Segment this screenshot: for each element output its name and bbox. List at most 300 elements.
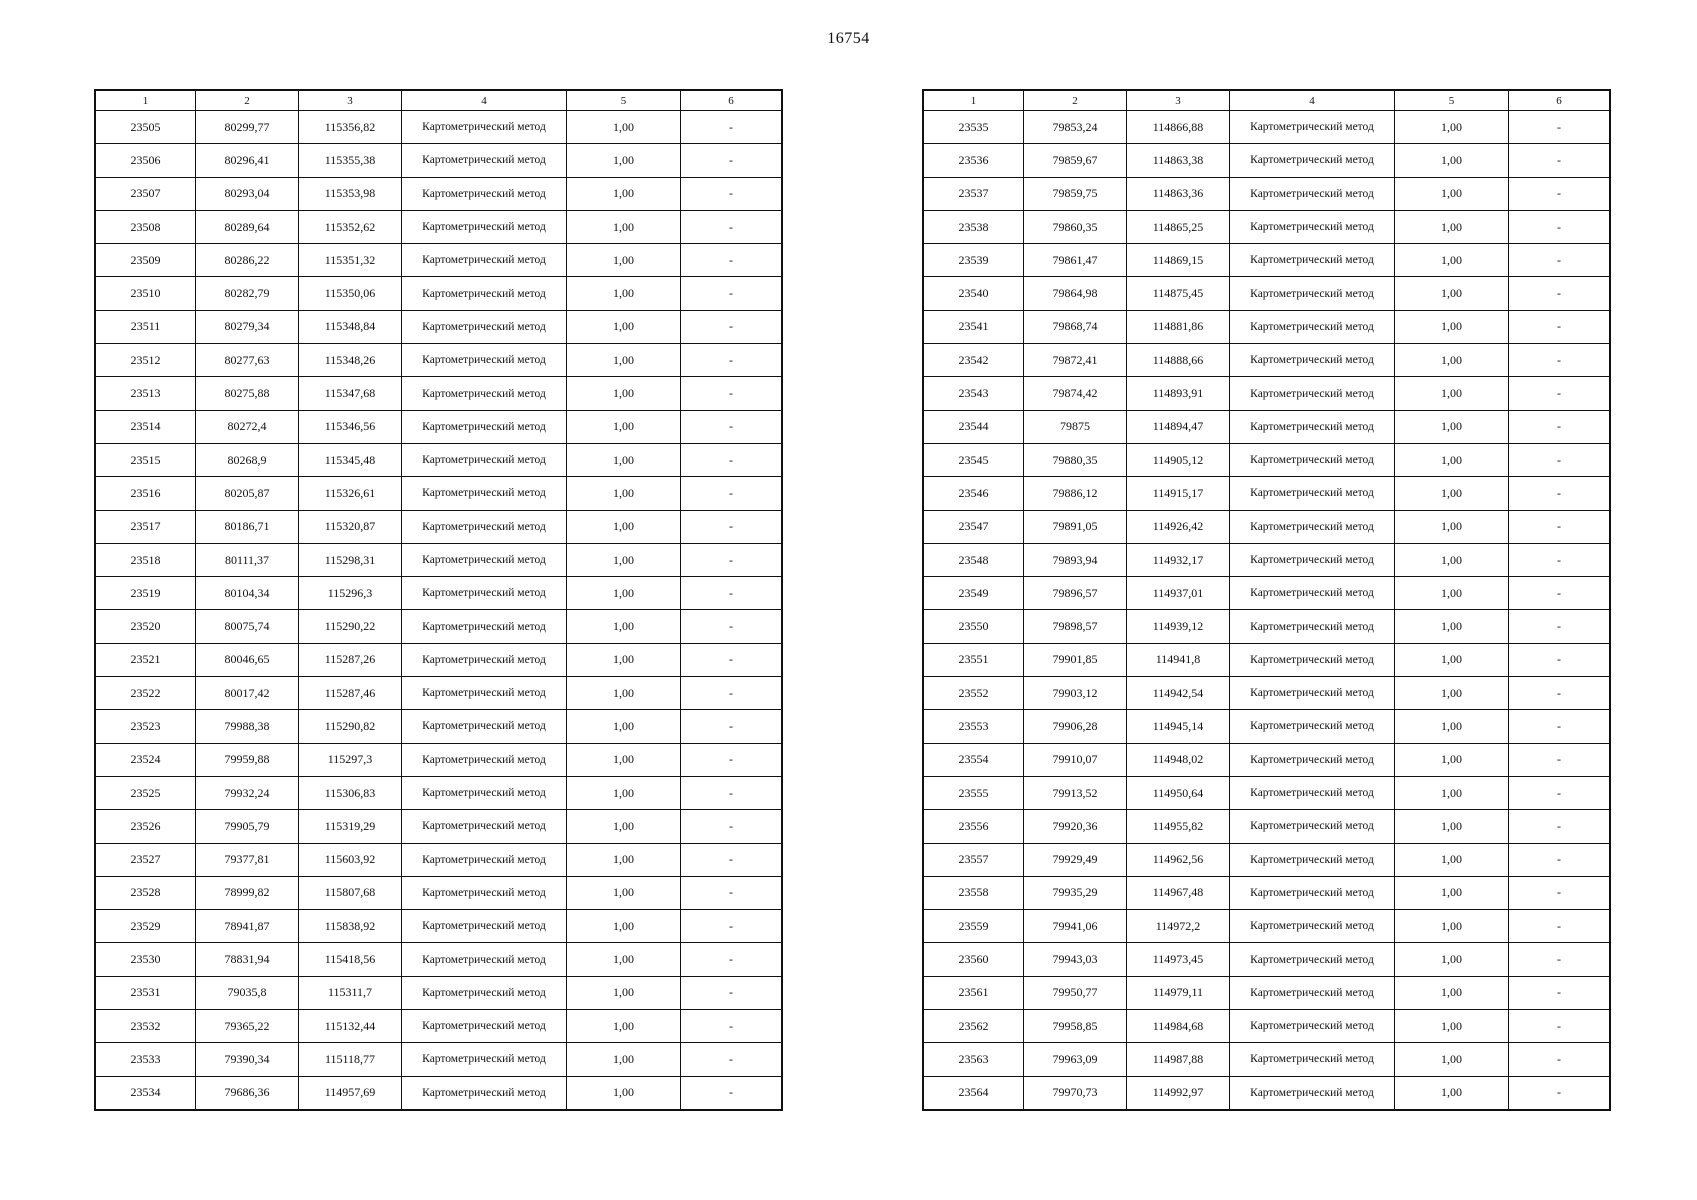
method-cell: Картометрический метод xyxy=(402,876,567,909)
method-cell: Картометрический метод xyxy=(1230,610,1395,643)
table-row xyxy=(96,910,782,943)
x-coordinate-cell: 79891,05 xyxy=(1024,510,1127,543)
x-coordinate-cell: 78941,87 xyxy=(196,910,299,943)
point-number-cell: 23550 xyxy=(924,610,1024,643)
x-coordinate-cell: 79950,77 xyxy=(1024,976,1127,1009)
accuracy-cell: 1,00 xyxy=(567,810,681,843)
method-cell: Картометрический метод xyxy=(1230,1043,1395,1076)
point-number-cell: 23562 xyxy=(924,1010,1024,1043)
method-cell: Картометрический метод xyxy=(402,177,567,210)
point-number-cell: 23515 xyxy=(96,443,196,476)
table-row xyxy=(924,410,1610,443)
right-coordinates-table xyxy=(923,90,1610,1110)
column-header: 1 xyxy=(96,91,196,111)
point-number-cell: 23536 xyxy=(924,144,1024,177)
x-coordinate-cell: 79861,47 xyxy=(1024,244,1127,277)
y-coordinate-cell: 115350,06 xyxy=(299,277,402,310)
note-cell: - xyxy=(681,577,782,610)
method-cell: Картометрический метод xyxy=(402,377,567,410)
x-coordinate-cell: 79864,98 xyxy=(1024,277,1127,310)
note-cell: - xyxy=(1509,344,1610,377)
table-row xyxy=(96,610,782,643)
table-row xyxy=(924,510,1610,543)
table-row xyxy=(96,410,782,443)
point-number-cell: 23529 xyxy=(96,910,196,943)
accuracy-cell: 1,00 xyxy=(1395,244,1509,277)
accuracy-cell: 1,00 xyxy=(1395,443,1509,476)
y-coordinate-cell: 115353,98 xyxy=(299,177,402,210)
method-cell: Картометрический метод xyxy=(402,477,567,510)
y-coordinate-cell: 114941,8 xyxy=(1127,643,1230,676)
y-coordinate-cell: 114869,15 xyxy=(1127,244,1230,277)
point-number-cell: 23555 xyxy=(924,776,1024,809)
method-cell: Картометрический метод xyxy=(402,710,567,743)
x-coordinate-cell: 79901,85 xyxy=(1024,643,1127,676)
table-row xyxy=(96,876,782,909)
note-cell: - xyxy=(1509,510,1610,543)
method-cell: Картометрический метод xyxy=(1230,477,1395,510)
table-row xyxy=(96,210,782,243)
note-cell: - xyxy=(1509,543,1610,576)
y-coordinate-cell: 115290,82 xyxy=(299,710,402,743)
table-row xyxy=(924,743,1610,776)
method-cell: Картометрический метод xyxy=(402,776,567,809)
x-coordinate-cell: 79875 xyxy=(1024,410,1127,443)
x-coordinate-cell: 79365,22 xyxy=(196,1010,299,1043)
point-number-cell: 23505 xyxy=(96,111,196,144)
table-row xyxy=(96,377,782,410)
method-cell: Картометрический метод xyxy=(402,1043,567,1076)
y-coordinate-cell: 114875,45 xyxy=(1127,277,1230,310)
method-cell: Картометрический метод xyxy=(1230,710,1395,743)
method-cell: Картометрический метод xyxy=(402,111,567,144)
x-coordinate-cell: 79959,88 xyxy=(196,743,299,776)
table-row xyxy=(924,643,1610,676)
x-coordinate-cell: 79390,34 xyxy=(196,1043,299,1076)
y-coordinate-cell: 115346,56 xyxy=(299,410,402,443)
method-cell: Картометрический метод xyxy=(1230,1076,1395,1109)
header-row xyxy=(924,91,1610,111)
table-row xyxy=(96,144,782,177)
x-coordinate-cell: 79880,35 xyxy=(1024,443,1127,476)
method-cell: Картометрический метод xyxy=(402,976,567,1009)
accuracy-cell: 1,00 xyxy=(1395,377,1509,410)
table-row xyxy=(96,310,782,343)
y-coordinate-cell: 115297,3 xyxy=(299,743,402,776)
note-cell: - xyxy=(1509,876,1610,909)
y-coordinate-cell: 115838,92 xyxy=(299,910,402,943)
x-coordinate-cell: 79874,42 xyxy=(1024,377,1127,410)
x-coordinate-cell: 79868,74 xyxy=(1024,310,1127,343)
note-cell: - xyxy=(681,776,782,809)
note-cell: - xyxy=(1509,943,1610,976)
table-row xyxy=(96,1010,782,1043)
accuracy-cell: 1,00 xyxy=(1395,710,1509,743)
point-number-cell: 23563 xyxy=(924,1043,1024,1076)
y-coordinate-cell: 115351,32 xyxy=(299,244,402,277)
point-number-cell: 23549 xyxy=(924,577,1024,610)
left-table-header xyxy=(96,91,782,111)
point-number-cell: 23548 xyxy=(924,543,1024,576)
x-coordinate-cell: 80282,79 xyxy=(196,277,299,310)
note-cell: - xyxy=(681,377,782,410)
note-cell: - xyxy=(681,277,782,310)
point-number-cell: 23539 xyxy=(924,244,1024,277)
x-coordinate-cell: 79988,38 xyxy=(196,710,299,743)
point-number-cell: 23509 xyxy=(96,244,196,277)
note-cell: - xyxy=(681,643,782,676)
accuracy-cell: 1,00 xyxy=(567,910,681,943)
accuracy-cell: 1,00 xyxy=(1395,610,1509,643)
method-cell: Картометрический метод xyxy=(402,643,567,676)
note-cell: - xyxy=(1509,410,1610,443)
y-coordinate-cell: 115348,84 xyxy=(299,310,402,343)
note-cell: - xyxy=(1509,443,1610,476)
table-row xyxy=(924,477,1610,510)
y-coordinate-cell: 114992,97 xyxy=(1127,1076,1230,1109)
x-coordinate-cell: 79941,06 xyxy=(1024,910,1127,943)
accuracy-cell: 1,00 xyxy=(1395,410,1509,443)
table-row xyxy=(96,677,782,710)
y-coordinate-cell: 114866,88 xyxy=(1127,111,1230,144)
accuracy-cell: 1,00 xyxy=(567,244,681,277)
point-number-cell: 23527 xyxy=(96,843,196,876)
point-number-cell: 23511 xyxy=(96,310,196,343)
y-coordinate-cell: 114987,88 xyxy=(1127,1043,1230,1076)
method-cell: Картометрический метод xyxy=(1230,377,1395,410)
accuracy-cell: 1,00 xyxy=(567,1010,681,1043)
x-coordinate-cell: 80205,87 xyxy=(196,477,299,510)
accuracy-cell: 1,00 xyxy=(567,643,681,676)
x-coordinate-cell: 80075,74 xyxy=(196,610,299,643)
x-coordinate-cell: 79035,8 xyxy=(196,976,299,1009)
note-cell: - xyxy=(681,843,782,876)
point-number-cell: 23537 xyxy=(924,177,1024,210)
table-row xyxy=(96,277,782,310)
note-cell: - xyxy=(681,111,782,144)
point-number-cell: 23528 xyxy=(96,876,196,909)
point-number-cell: 23540 xyxy=(924,277,1024,310)
y-coordinate-cell: 114937,01 xyxy=(1127,577,1230,610)
table-row xyxy=(96,111,782,144)
table-row xyxy=(924,443,1610,476)
point-number-cell: 23559 xyxy=(924,910,1024,943)
accuracy-cell: 1,00 xyxy=(1395,910,1509,943)
y-coordinate-cell: 114881,86 xyxy=(1127,310,1230,343)
method-cell: Картометрический метод xyxy=(402,1010,567,1043)
point-number-cell: 23551 xyxy=(924,643,1024,676)
accuracy-cell: 1,00 xyxy=(1395,843,1509,876)
point-number-cell: 23512 xyxy=(96,344,196,377)
point-number-cell: 23553 xyxy=(924,710,1024,743)
point-number-cell: 23517 xyxy=(96,510,196,543)
note-cell: - xyxy=(1509,477,1610,510)
y-coordinate-cell: 114979,11 xyxy=(1127,976,1230,1009)
note-cell: - xyxy=(1509,677,1610,710)
method-cell: Картометрический метод xyxy=(402,943,567,976)
table-row xyxy=(924,710,1610,743)
method-cell: Картометрический метод xyxy=(402,277,567,310)
x-coordinate-cell: 79859,75 xyxy=(1024,177,1127,210)
y-coordinate-cell: 115807,68 xyxy=(299,876,402,909)
method-cell: Картометрический метод xyxy=(1230,410,1395,443)
method-cell: Картометрический метод xyxy=(1230,677,1395,710)
right-table-header xyxy=(924,91,1610,111)
point-number-cell: 23526 xyxy=(96,810,196,843)
column-header: 1 xyxy=(924,91,1024,111)
accuracy-cell: 1,00 xyxy=(567,344,681,377)
point-number-cell: 23533 xyxy=(96,1043,196,1076)
note-cell: - xyxy=(681,976,782,1009)
table-row xyxy=(924,1010,1610,1043)
table-row xyxy=(96,810,782,843)
accuracy-cell: 1,00 xyxy=(1395,1076,1509,1109)
note-cell: - xyxy=(681,477,782,510)
method-cell: Картометрический метод xyxy=(402,244,567,277)
method-cell: Картометрический метод xyxy=(402,1076,567,1109)
table-row xyxy=(924,976,1610,1009)
x-coordinate-cell: 80293,04 xyxy=(196,177,299,210)
accuracy-cell: 1,00 xyxy=(567,111,681,144)
point-number-cell: 23520 xyxy=(96,610,196,643)
method-cell: Картометрический метод xyxy=(402,910,567,943)
x-coordinate-cell: 79377,81 xyxy=(196,843,299,876)
y-coordinate-cell: 114972,2 xyxy=(1127,910,1230,943)
y-coordinate-cell: 114915,17 xyxy=(1127,477,1230,510)
accuracy-cell: 1,00 xyxy=(567,577,681,610)
method-cell: Картометрический метод xyxy=(1230,577,1395,610)
x-coordinate-cell: 79913,52 xyxy=(1024,776,1127,809)
method-cell: Картометрический метод xyxy=(402,810,567,843)
accuracy-cell: 1,00 xyxy=(567,443,681,476)
method-cell: Картометрический метод xyxy=(402,543,567,576)
x-coordinate-cell: 79920,36 xyxy=(1024,810,1127,843)
accuracy-cell: 1,00 xyxy=(567,277,681,310)
column-header: 4 xyxy=(1230,91,1395,111)
note-cell: - xyxy=(1509,111,1610,144)
column-header: 3 xyxy=(1127,91,1230,111)
point-number-cell: 23524 xyxy=(96,743,196,776)
method-cell: Картометрический метод xyxy=(1230,643,1395,676)
x-coordinate-cell: 80017,42 xyxy=(196,677,299,710)
method-cell: Картометрический метод xyxy=(402,743,567,776)
table-row xyxy=(924,177,1610,210)
note-cell: - xyxy=(681,610,782,643)
x-coordinate-cell: 79935,29 xyxy=(1024,876,1127,909)
table-row xyxy=(924,810,1610,843)
point-number-cell: 23514 xyxy=(96,410,196,443)
accuracy-cell: 1,00 xyxy=(567,477,681,510)
x-coordinate-cell: 80111,37 xyxy=(196,543,299,576)
note-cell: - xyxy=(1509,1076,1610,1109)
note-cell: - xyxy=(681,443,782,476)
y-coordinate-cell: 114942,54 xyxy=(1127,677,1230,710)
y-coordinate-cell: 114905,12 xyxy=(1127,443,1230,476)
point-number-cell: 23554 xyxy=(924,743,1024,776)
table-row xyxy=(924,210,1610,243)
y-coordinate-cell: 115118,77 xyxy=(299,1043,402,1076)
accuracy-cell: 1,00 xyxy=(1395,776,1509,809)
note-cell: - xyxy=(681,1043,782,1076)
table-row xyxy=(96,477,782,510)
y-coordinate-cell: 114893,91 xyxy=(1127,377,1230,410)
note-cell: - xyxy=(1509,1043,1610,1076)
method-cell: Картометрический метод xyxy=(402,843,567,876)
accuracy-cell: 1,00 xyxy=(1395,310,1509,343)
note-cell: - xyxy=(1509,643,1610,676)
method-cell: Картометрический метод xyxy=(1230,976,1395,1009)
y-coordinate-cell: 114888,66 xyxy=(1127,344,1230,377)
x-coordinate-cell: 80277,63 xyxy=(196,344,299,377)
table-row xyxy=(96,244,782,277)
point-number-cell: 23535 xyxy=(924,111,1024,144)
method-cell: Картометрический метод xyxy=(402,410,567,443)
note-cell: - xyxy=(681,344,782,377)
note-cell: - xyxy=(681,710,782,743)
y-coordinate-cell: 114865,25 xyxy=(1127,210,1230,243)
accuracy-cell: 1,00 xyxy=(1395,543,1509,576)
table-row xyxy=(924,943,1610,976)
accuracy-cell: 1,00 xyxy=(567,743,681,776)
point-number-cell: 23541 xyxy=(924,310,1024,343)
table-row xyxy=(924,344,1610,377)
y-coordinate-cell: 115287,46 xyxy=(299,677,402,710)
accuracy-cell: 1,00 xyxy=(1395,111,1509,144)
x-coordinate-cell: 79686,36 xyxy=(196,1076,299,1109)
note-cell: - xyxy=(681,910,782,943)
table-row xyxy=(924,577,1610,610)
y-coordinate-cell: 115287,26 xyxy=(299,643,402,676)
point-number-cell: 23556 xyxy=(924,810,1024,843)
accuracy-cell: 1,00 xyxy=(1395,477,1509,510)
y-coordinate-cell: 114967,48 xyxy=(1127,876,1230,909)
y-coordinate-cell: 115298,31 xyxy=(299,543,402,576)
method-cell: Картометрический метод xyxy=(1230,876,1395,909)
column-header: 4 xyxy=(402,91,567,111)
x-coordinate-cell: 80279,34 xyxy=(196,310,299,343)
method-cell: Картометрический метод xyxy=(402,677,567,710)
method-cell: Картометрический метод xyxy=(1230,277,1395,310)
y-coordinate-cell: 114962,56 xyxy=(1127,843,1230,876)
y-coordinate-cell: 114939,12 xyxy=(1127,610,1230,643)
table-row xyxy=(96,776,782,809)
point-number-cell: 23558 xyxy=(924,876,1024,909)
method-cell: Картометрический метод xyxy=(1230,344,1395,377)
point-number-cell: 23546 xyxy=(924,477,1024,510)
accuracy-cell: 1,00 xyxy=(1395,510,1509,543)
table-row xyxy=(96,443,782,476)
x-coordinate-cell: 79903,12 xyxy=(1024,677,1127,710)
accuracy-cell: 1,00 xyxy=(1395,1010,1509,1043)
page-number: 16754 xyxy=(827,30,870,47)
note-cell: - xyxy=(681,876,782,909)
y-coordinate-cell: 115352,62 xyxy=(299,210,402,243)
table-row xyxy=(96,1043,782,1076)
y-coordinate-cell: 115348,26 xyxy=(299,344,402,377)
point-number-cell: 23542 xyxy=(924,344,1024,377)
note-cell: - xyxy=(1509,244,1610,277)
point-number-cell: 23564 xyxy=(924,1076,1024,1109)
method-cell: Картометрический метод xyxy=(402,310,567,343)
note-cell: - xyxy=(681,743,782,776)
x-coordinate-cell: 78831,94 xyxy=(196,943,299,976)
point-number-cell: 23521 xyxy=(96,643,196,676)
note-cell: - xyxy=(1509,1010,1610,1043)
y-coordinate-cell: 115345,48 xyxy=(299,443,402,476)
y-coordinate-cell: 115418,56 xyxy=(299,943,402,976)
point-number-cell: 23543 xyxy=(924,377,1024,410)
method-cell: Картометрический метод xyxy=(402,144,567,177)
y-coordinate-cell: 114894,47 xyxy=(1127,410,1230,443)
x-coordinate-cell: 79906,28 xyxy=(1024,710,1127,743)
accuracy-cell: 1,00 xyxy=(567,677,681,710)
table-row xyxy=(924,543,1610,576)
note-cell: - xyxy=(1509,310,1610,343)
point-number-cell: 23506 xyxy=(96,144,196,177)
method-cell: Картометрический метод xyxy=(1230,943,1395,976)
note-cell: - xyxy=(681,677,782,710)
x-coordinate-cell: 79970,73 xyxy=(1024,1076,1127,1109)
table-row xyxy=(924,776,1610,809)
y-coordinate-cell: 115356,82 xyxy=(299,111,402,144)
point-number-cell: 23560 xyxy=(924,943,1024,976)
method-cell: Картометрический метод xyxy=(1230,144,1395,177)
note-cell: - xyxy=(681,310,782,343)
table-row xyxy=(924,377,1610,410)
accuracy-cell: 1,00 xyxy=(1395,643,1509,676)
point-number-cell: 23534 xyxy=(96,1076,196,1109)
y-coordinate-cell: 114932,17 xyxy=(1127,543,1230,576)
table-row xyxy=(96,643,782,676)
note-cell: - xyxy=(1509,976,1610,1009)
accuracy-cell: 1,00 xyxy=(567,177,681,210)
accuracy-cell: 1,00 xyxy=(567,976,681,1009)
method-cell: Картометрический метод xyxy=(1230,177,1395,210)
accuracy-cell: 1,00 xyxy=(1395,943,1509,976)
x-coordinate-cell: 79905,79 xyxy=(196,810,299,843)
y-coordinate-cell: 115306,83 xyxy=(299,776,402,809)
x-coordinate-cell: 80289,64 xyxy=(196,210,299,243)
accuracy-cell: 1,00 xyxy=(567,510,681,543)
x-coordinate-cell: 80299,77 xyxy=(196,111,299,144)
right-table-body xyxy=(924,111,1610,1110)
x-coordinate-cell: 79910,07 xyxy=(1024,743,1127,776)
y-coordinate-cell: 114863,38 xyxy=(1127,144,1230,177)
header-row xyxy=(96,91,782,111)
note-cell: - xyxy=(681,1076,782,1109)
point-number-cell: 23518 xyxy=(96,543,196,576)
note-cell: - xyxy=(1509,144,1610,177)
table-row xyxy=(96,577,782,610)
accuracy-cell: 1,00 xyxy=(567,144,681,177)
method-cell: Картометрический метод xyxy=(1230,510,1395,543)
point-number-cell: 23507 xyxy=(96,177,196,210)
y-coordinate-cell: 115347,68 xyxy=(299,377,402,410)
table-row xyxy=(924,876,1610,909)
x-coordinate-cell: 78999,82 xyxy=(196,876,299,909)
note-cell: - xyxy=(681,510,782,543)
method-cell: Картометрический метод xyxy=(1230,810,1395,843)
table-row xyxy=(96,843,782,876)
note-cell: - xyxy=(1509,177,1610,210)
method-cell: Картометрический метод xyxy=(1230,443,1395,476)
y-coordinate-cell: 114926,42 xyxy=(1127,510,1230,543)
accuracy-cell: 1,00 xyxy=(567,210,681,243)
column-header: 5 xyxy=(567,91,681,111)
column-header: 2 xyxy=(1024,91,1127,111)
table-row xyxy=(924,910,1610,943)
note-cell: - xyxy=(1509,743,1610,776)
